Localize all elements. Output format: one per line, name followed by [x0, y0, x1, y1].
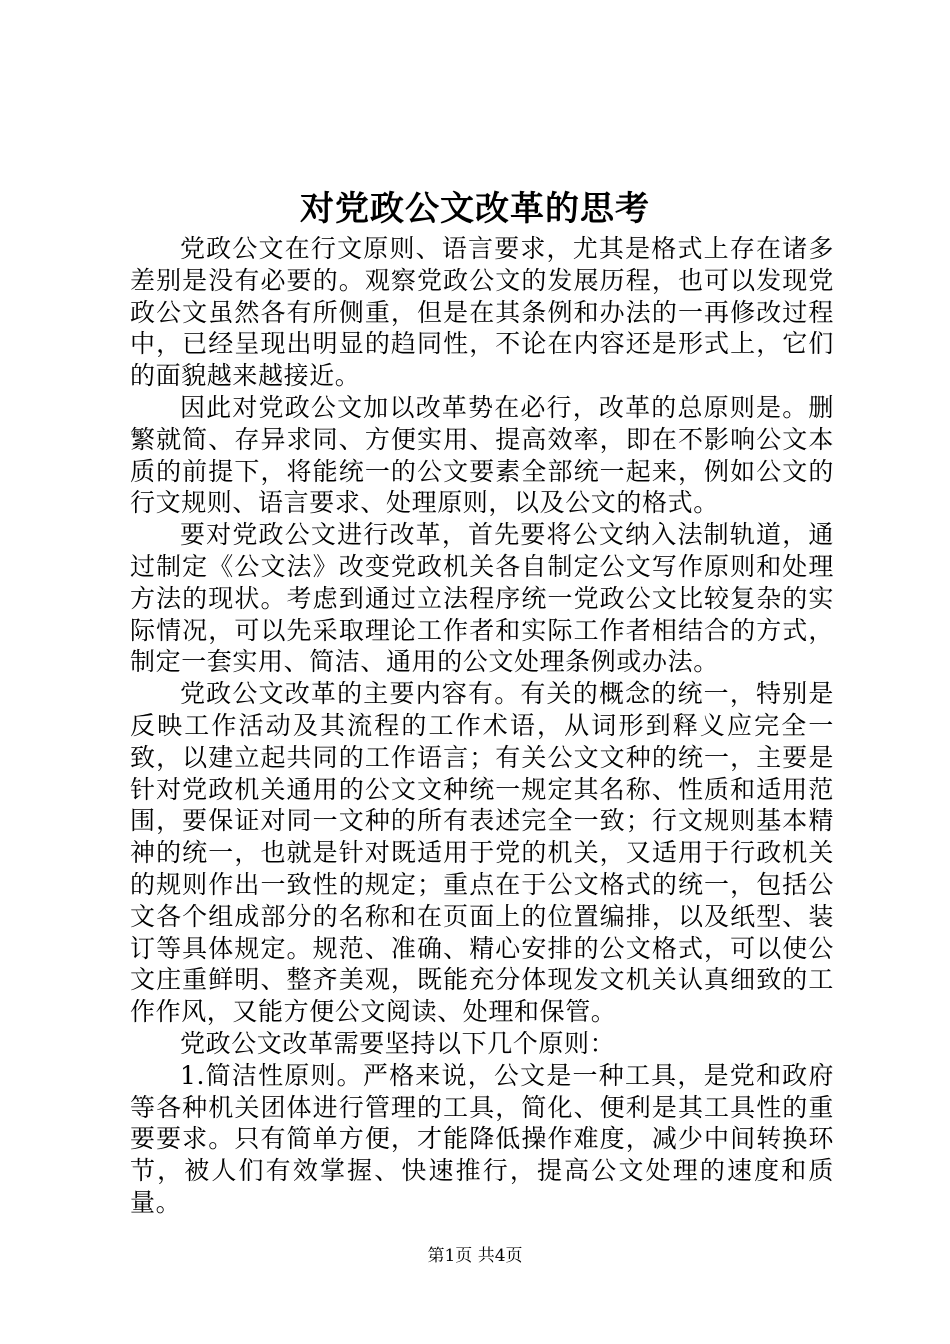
- document-title: 对党政公文改革的思考: [300, 189, 650, 229]
- page-number-footer: 第1页 共4页: [427, 1246, 523, 1266]
- paragraph-5: 党政公文改革需要坚持以下几个原则：: [180, 1028, 616, 1058]
- document-body: [130, 233, 834, 1219]
- paragraph-2: 因此对党政公文加以改革势在必行，改革的总原则是。删繁就简、存异求同、方便实用、提高效率，即在不影响公文本质的前提下，将能统一的公文要素全部统一起来，例如公文的行文规则、语言要求、处理原则，以及公文的格式。: [130, 392, 834, 518]
- paragraph-1: 党政公文在行文原则、语言要求，尤其是格式上存在诸多差别是没有必要的。观察党政公文的发展历程，也可以发现党政公文虽然各有所侧重，但是在其条例和办法的一再修改过程中，已经呈现出明显的趋同性，不论在内容还是形式上，它们的面貌越来越接近。: [130, 234, 834, 391]
- paragraph-4: 党政公文改革的主要内容有。有关的概念的统一，特别是反映工作活动及其流程的工作术语，从词形到释义应完全一致，以建立起共同的工作语言；有关公文文种的统一，主要是针对党政机关通用的公文文种统一规定其名称、性质和适用范围，要保证对同一文种的所有表述完全一致；行文规则基本精神的统一，也就是针对既适用于党的机关，又适用于行政机关的规则作出一致性的规定；重点在于公文格式的统一，包括公文各个组成部分的名称和在页面上的位置编排，以及纸型、装订等具体规定。规范、准确、精心安排的公文格式，可以使公文庄重鲜明、整齐美观，既能充分体现发文机关认真细致的工作作风，又能方便公文阅读、处理和保管。: [130, 679, 834, 1027]
- paragraph-3: 要对党政公文进行改革，首先要将公文纳入法制轨道，通过制定《公文法》改变党政机关各自制定公文写作原则和处理方法的现状。考虑到通过立法程序统一党政公文比较复杂的实际情况，可以先采取理论工作者和实际工作者相结合的方式，制定一套实用、简洁、通用的公文处理条例或办法。: [130, 520, 834, 677]
- paragraph-6: 1.简洁性原则。严格来说，公文是一种工具，是党和政府等各种机关团体进行管理的工具，简化、便利是其工具性的重要要求。只有简单方便，才能降低操作难度，减少中间转换环节，被人们有效掌握、快速推行，提高公文处理的速度和质量。: [130, 1060, 834, 1217]
